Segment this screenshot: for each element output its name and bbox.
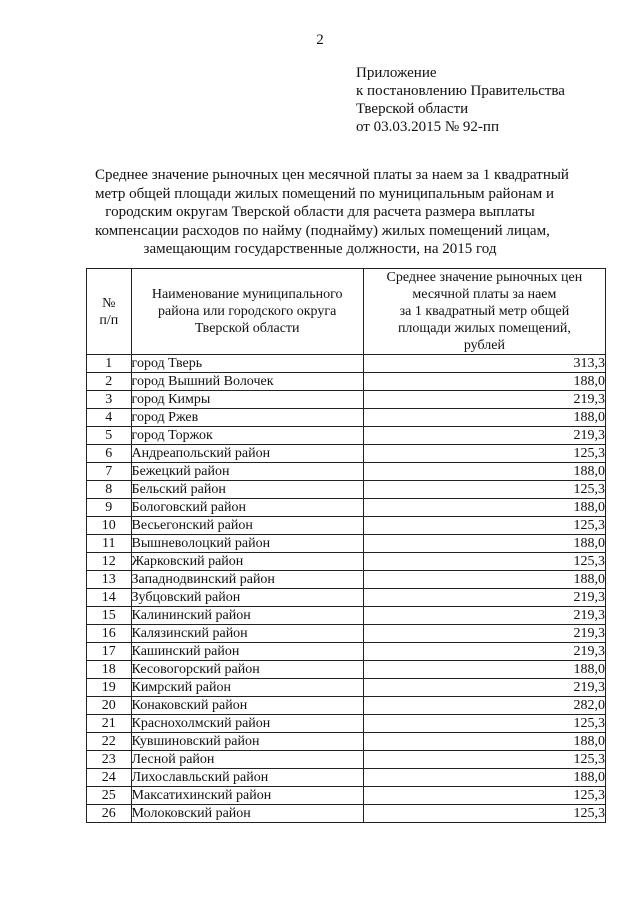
row-number: 6 [87, 445, 132, 463]
table-row [87, 769, 606, 787]
row-price: 188,0 [363, 571, 605, 589]
row-municipality: Зубцовский район [131, 589, 363, 607]
table-row [87, 805, 606, 823]
row-municipality: Весьегонский район [131, 517, 363, 535]
header-line: рублей [463, 338, 505, 353]
appendix-line: Тверской области [356, 101, 469, 117]
row-number: 15 [87, 607, 132, 625]
title-line: компенсации расходов по найму (поднайму) жилых помещений лицам, [95, 222, 550, 239]
table-row [87, 517, 606, 535]
row-price: 188,0 [363, 463, 605, 481]
row-municipality: Бологовский район [131, 499, 363, 517]
table-row [87, 697, 606, 715]
table-row [87, 661, 606, 679]
table-row [87, 751, 606, 769]
row-price: 125,3 [363, 445, 605, 463]
row-municipality: Западнодвинский район [131, 571, 363, 589]
row-number: 5 [87, 427, 132, 445]
table-row [87, 715, 606, 733]
table-header-row [87, 269, 606, 355]
row-number: 14 [87, 589, 132, 607]
row-price: 219,3 [363, 607, 605, 625]
table-row [87, 589, 606, 607]
row-price: 125,3 [363, 481, 605, 499]
row-number: 22 [87, 733, 132, 751]
header-line: Тверской области [194, 321, 300, 336]
row-number: 4 [87, 409, 132, 427]
row-price: 282,0 [363, 697, 605, 715]
row-price: 219,3 [363, 589, 605, 607]
table-row [87, 499, 606, 517]
appendix-line: Приложение [356, 65, 437, 81]
row-price: 125,3 [363, 787, 605, 805]
appendix-line: от 03.03.2015 № 92-пп [356, 119, 499, 135]
page-number: 2 [316, 32, 324, 48]
row-number: 11 [87, 535, 132, 553]
row-municipality: Краснохолмский район [131, 715, 363, 733]
row-number: 19 [87, 679, 132, 697]
table-row [87, 733, 606, 751]
row-municipality: Молоковский район [131, 805, 363, 823]
header-line: района или городского округа [158, 304, 337, 319]
appendix-block [356, 64, 565, 136]
row-number: 1 [87, 355, 132, 373]
row-price: 125,3 [363, 805, 605, 823]
row-municipality: город Тверь [131, 355, 363, 373]
row-municipality: Бельский район [131, 481, 363, 499]
table-row [87, 571, 606, 589]
row-price: 219,3 [363, 625, 605, 643]
row-number: 9 [87, 499, 132, 517]
row-municipality: Конаковский район [131, 697, 363, 715]
row-number: 13 [87, 571, 132, 589]
row-number: 23 [87, 751, 132, 769]
row-municipality: Калязинский район [131, 625, 363, 643]
header-line: площади жилых помещений, [397, 321, 571, 336]
table-row [87, 409, 606, 427]
row-number: 26 [87, 805, 132, 823]
row-price: 188,0 [363, 535, 605, 553]
row-number: 25 [87, 787, 132, 805]
row-municipality: Бежецкий район [131, 463, 363, 481]
header-name [131, 269, 363, 355]
row-number: 8 [87, 481, 132, 499]
row-price: 313,3 [363, 355, 605, 373]
row-municipality: Максатихинский район [131, 787, 363, 805]
row-number: 16 [87, 625, 132, 643]
row-number: 18 [87, 661, 132, 679]
table-row [87, 553, 606, 571]
header-number [87, 269, 132, 355]
header-value [363, 269, 605, 355]
row-municipality: город Торжок [131, 427, 363, 445]
table-row [87, 535, 606, 553]
row-price: 188,0 [363, 661, 605, 679]
row-municipality: Вышневолоцкий район [131, 535, 363, 553]
title-line: городским округам Тверской области для расчета размера выплаты [105, 204, 535, 220]
row-price: 219,3 [363, 679, 605, 697]
row-municipality: Кимрский район [131, 679, 363, 697]
row-municipality: Лесной район [131, 751, 363, 769]
document-title [95, 166, 569, 259]
row-price: 125,3 [363, 751, 605, 769]
table-row [87, 355, 606, 373]
header-line: № [102, 295, 116, 311]
row-price: 219,3 [363, 427, 605, 445]
row-price: 125,3 [363, 715, 605, 733]
appendix-line: к постановлению Правительства [356, 83, 565, 99]
row-municipality: город Вышний Волочек [131, 373, 363, 391]
row-number: 10 [87, 517, 132, 535]
header-line: п/п [99, 312, 119, 328]
row-price: 125,3 [363, 553, 605, 571]
table-row [87, 427, 606, 445]
row-municipality: Кесовогорский район [131, 661, 363, 679]
row-municipality: город Ржев [131, 409, 363, 427]
table-row [87, 463, 606, 481]
row-price: 188,0 [363, 499, 605, 517]
table-row [87, 373, 606, 391]
header-line: Наименование муниципального [151, 287, 343, 302]
table-row [87, 625, 606, 643]
row-number: 17 [87, 643, 132, 661]
row-price: 188,0 [363, 769, 605, 787]
row-municipality: Кашинский район [131, 643, 363, 661]
table-row [87, 481, 606, 499]
table-row [87, 445, 606, 463]
header-line: месячной платы за наем [412, 287, 557, 302]
row-price: 219,3 [363, 643, 605, 661]
header-line: за 1 квадратный метр общей [399, 304, 570, 319]
row-municipality: Жарковский район [131, 553, 363, 571]
row-price: 188,0 [363, 409, 605, 427]
table-row [87, 607, 606, 625]
row-municipality: город Кимры [131, 391, 363, 409]
row-number: 3 [87, 391, 132, 409]
table-row [87, 787, 606, 805]
row-number: 2 [87, 373, 132, 391]
header-line: Среднее значение рыночных цен [386, 270, 583, 285]
row-municipality: Андреапольский район [131, 445, 363, 463]
table-row [87, 643, 606, 661]
row-number: 24 [87, 769, 132, 787]
row-number: 7 [87, 463, 132, 481]
row-price: 219,3 [363, 391, 605, 409]
table-row [87, 679, 606, 697]
table-body [87, 355, 606, 823]
title-line: Среднее значение рыночных цен месячной платы за наем за 1 квадратный [95, 167, 569, 183]
row-municipality: Кувшиновский район [131, 733, 363, 751]
row-price: 188,0 [363, 373, 605, 391]
prices-table [86, 268, 606, 823]
row-number: 12 [87, 553, 132, 571]
row-number: 21 [87, 715, 132, 733]
row-price: 125,3 [363, 517, 605, 535]
title-line: метр общей площади жилых помещений по муниципальным районам и [95, 185, 555, 202]
title-line: замещающим государственные должности, на 2015 год [143, 241, 497, 257]
row-municipality: Лихославльский район [131, 769, 363, 787]
table-row [87, 391, 606, 409]
row-municipality: Калининский район [131, 607, 363, 625]
row-price: 188,0 [363, 733, 605, 751]
row-number: 20 [87, 697, 132, 715]
